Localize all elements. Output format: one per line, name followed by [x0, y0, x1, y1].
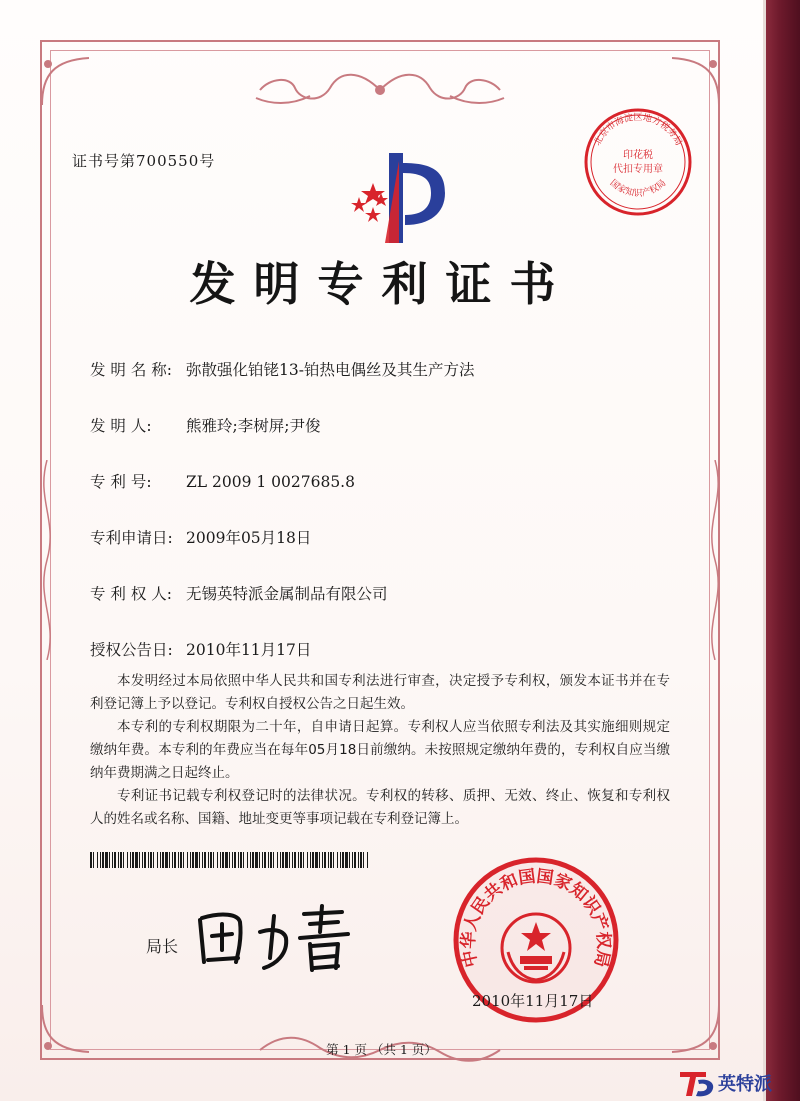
barcode-bar — [322, 852, 323, 868]
barcode-bar — [294, 852, 296, 868]
barcode-bar — [298, 852, 299, 868]
director-signature — [192, 898, 362, 978]
top-ornament — [250, 70, 510, 110]
barcode-bar — [330, 852, 332, 868]
field-value: 2010年11月17日 — [186, 641, 312, 659]
barcode-bar — [165, 852, 168, 868]
barcode-bar — [280, 852, 281, 868]
book-spine — [766, 0, 800, 1101]
patent-office-logo — [45, 153, 495, 253]
barcode-bar — [229, 852, 230, 868]
barcode-bar — [247, 852, 248, 868]
barcode-bar — [273, 852, 274, 868]
barcode-bar — [252, 852, 254, 868]
barcode-bar — [315, 852, 318, 868]
barcode-bar — [363, 852, 364, 868]
field-grant-date — [90, 638, 311, 660]
corner-ornament-top-right — [667, 50, 727, 110]
barcode-bar — [232, 852, 233, 868]
barcode-bar — [123, 852, 124, 868]
body-paragraph: 本专利的专利权期限为二十年，自申请日起算。专利权人应当依照专利法及其实施细则规定缴纳年费。本专利的年费应当在每年05月18日前缴纳。未按照规定缴纳年费的，专利权自应当缴纳年费期满之日起终止。 — [90, 719, 670, 781]
barcode-bar — [310, 852, 311, 868]
corner-ornament-top-left — [34, 50, 94, 110]
barcode-bar — [127, 852, 128, 868]
field-label: 授权公告日: — [90, 641, 173, 659]
right-side-ornament — [704, 460, 726, 660]
barcode-bar — [360, 852, 362, 868]
barcode-bar — [354, 852, 356, 868]
barcode-bar — [162, 852, 164, 868]
barcode-bar — [270, 852, 272, 868]
barcode-bar — [100, 852, 101, 868]
barcode-bar — [222, 852, 224, 868]
field-label: 发 明 人: — [90, 417, 152, 435]
barcode-bar — [153, 852, 154, 868]
field-application-date — [90, 526, 311, 548]
tax-stamp-seal — [582, 106, 694, 218]
field-inventors — [90, 414, 320, 436]
barcode-bar — [285, 852, 288, 868]
tax-stamp-top-text: 北京市海淀区地方税务局 — [592, 113, 684, 148]
barcode-bar — [174, 852, 176, 868]
barcode-bar — [93, 852, 94, 868]
barcode-bar — [333, 852, 334, 868]
field-label: 发 明 名 称: — [90, 361, 173, 379]
barcode-bar — [150, 852, 152, 868]
barcode-bar — [187, 852, 188, 868]
barcode-bar — [268, 852, 269, 868]
barcode-bar — [358, 852, 359, 868]
barcode-bar — [118, 852, 119, 868]
tax-stamp-bottom-text: 国家知识产权局 — [607, 178, 669, 199]
field-value: 熊雅玲;李树屏;尹俊 — [186, 417, 321, 435]
field-invention-name — [90, 358, 474, 380]
barcode-bar — [109, 852, 110, 868]
field-label: 专 利 号: — [90, 473, 152, 491]
certificate-title: 发明专利证书 — [189, 257, 574, 311]
field-patentee — [90, 582, 388, 604]
watermark-text: 英特派 — [718, 1074, 772, 1095]
barcode-bar — [328, 852, 329, 868]
barcode-bar — [349, 852, 350, 868]
field-label: 专 利 权 人: — [90, 585, 173, 603]
barcode-bar — [130, 852, 131, 868]
barcode-bar — [139, 852, 140, 868]
barcode-bar — [148, 852, 149, 868]
barcode-bar — [160, 852, 161, 868]
barcode-bar — [277, 852, 278, 868]
barcode-bar — [97, 852, 98, 868]
field-value: 2009年05月18日 — [186, 529, 312, 547]
barcode-bar — [199, 852, 200, 868]
company-watermark — [676, 1066, 800, 1100]
svg-text:北京市海淀区地方税务局 — [591, 111, 684, 147]
barcode-bar — [324, 852, 326, 868]
body-paragraph: 专利证书记载专利权登记时的法律状况。专利权的转移、质押、无效、终止、恢复和专利权人的姓名或名称、国籍、地址变更等事项记载在专利登记簿上。 — [90, 788, 670, 827]
tax-stamp-inner-line-2: 代扣专用章 — [613, 164, 663, 175]
barcode-bar — [210, 852, 212, 868]
official-seal-text: 中华人民共和国国家知识产权局 — [458, 866, 614, 970]
barcode-bar — [238, 852, 239, 868]
barcode-bar — [220, 852, 221, 868]
barcode-bar — [132, 852, 134, 868]
barcode-bar — [204, 852, 206, 868]
barcode-bar — [234, 852, 236, 868]
barcode-bar — [319, 852, 320, 868]
barcode-bar — [112, 852, 113, 868]
barcode-bar — [240, 852, 242, 868]
field-value: 弥散强化铂铑13-铂热电偶丝及其生产方法 — [186, 361, 475, 379]
barcode-bar — [169, 852, 170, 868]
field-value: ZL 2009 1 0027685.8 — [186, 473, 355, 491]
barcode-bar — [192, 852, 194, 868]
barcode — [90, 852, 370, 868]
left-side-ornament — [36, 460, 58, 660]
field-patent-number — [90, 470, 355, 492]
barcode-bar — [105, 852, 108, 868]
barcode-bar — [225, 852, 228, 868]
barcode-bar — [367, 852, 368, 868]
barcode-bar — [300, 852, 302, 868]
barcode-bar — [345, 852, 348, 868]
barcode-bar — [102, 852, 104, 868]
barcode-bar — [289, 852, 290, 868]
barcode-bar — [114, 852, 116, 868]
barcode-bar — [178, 852, 179, 868]
barcode-bar — [259, 852, 260, 868]
body-paragraph: 本发明经过本局依照中华人民共和国专利法进行审查，决定授予专利权，颁发本证书并在专利登记簿上予以登记。专利权自授权公告之日起生效。 — [90, 673, 670, 712]
barcode-bar — [190, 852, 191, 868]
barcode-bar — [202, 852, 203, 868]
barcode-bar — [303, 852, 304, 868]
barcode-bar — [208, 852, 209, 868]
company-logo-icon — [680, 1072, 713, 1096]
certificate-body-text — [90, 670, 670, 831]
barcode-bar — [340, 852, 341, 868]
barcode-bar — [90, 852, 92, 868]
barcode-bar — [255, 852, 258, 868]
barcode-bar — [180, 852, 182, 868]
director-label: 局长 — [146, 937, 179, 956]
barcode-bar — [213, 852, 214, 868]
barcode-bar — [282, 852, 284, 868]
field-label: 专利申请日: — [90, 529, 173, 547]
barcode-bar — [337, 852, 338, 868]
barcode-bar — [292, 852, 293, 868]
barcode-bar — [120, 852, 122, 868]
barcode-bar — [217, 852, 218, 868]
svg-text:国家知识产权局 — [608, 178, 669, 199]
barcode-bar — [262, 852, 263, 868]
barcode-bar — [183, 852, 184, 868]
barcode-bar — [144, 852, 146, 868]
barcode-bar — [312, 852, 314, 868]
barcode-bar — [135, 852, 138, 868]
tax-stamp-inner-line-1: 印花税 — [623, 150, 653, 161]
barcode-bar — [243, 852, 244, 868]
barcode-bar — [195, 852, 198, 868]
barcode-bar — [264, 852, 266, 868]
barcode-bar — [157, 852, 158, 868]
page-number: 第 1 页 （共 1 页） — [326, 1042, 437, 1057]
certificate-number: 证书号第700550号 — [72, 152, 216, 170]
barcode-bar — [250, 852, 251, 868]
field-value: 无锡英特派金属制品有限公司 — [186, 585, 388, 603]
barcode-bar — [342, 852, 344, 868]
barcode-bar — [142, 852, 143, 868]
barcode-bar — [172, 852, 173, 868]
issue-date: 2010年11月17日 — [472, 992, 594, 1010]
barcode-bar — [307, 852, 308, 868]
barcode-bar — [352, 852, 353, 868]
